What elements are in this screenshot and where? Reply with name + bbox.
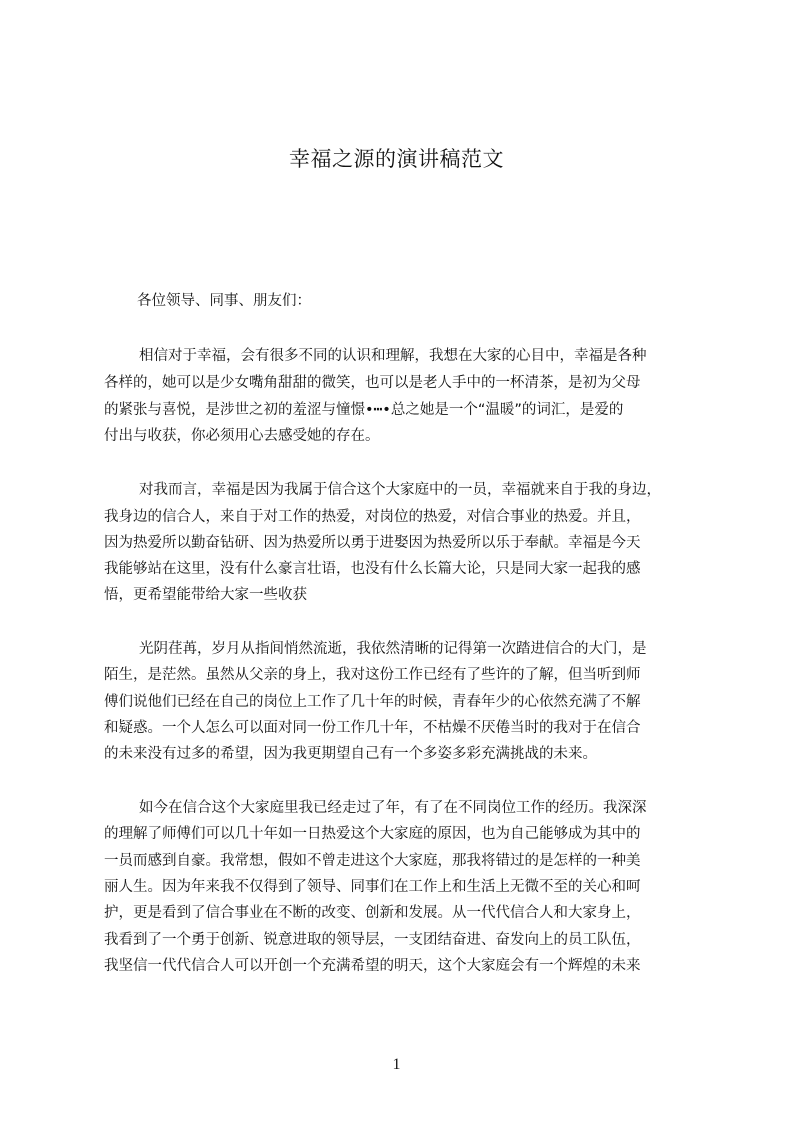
paragraph-2-line-3: 因为热爱所以勤奋钻研、因为热爱所以勇于进娶因为热爱所以乐于奉献。幸福是今天 xyxy=(104,535,641,551)
paragraph-1-line-1: 相信对于幸福，会有很多不同的认识和理解，我想在大家的心目中，幸福是各种 xyxy=(139,348,647,364)
paragraph-4-line-3: 一员而感到自豪。我常想，假如不曾走进这个大家庭，那我将错过的是怎样的一种美 xyxy=(104,853,641,869)
paragraph-2-line-1: 对我而言，幸福是因为我属于信合这个大家庭中的一员，幸福就来自于我的身边， xyxy=(139,482,661,498)
paragraph-2-line-4: 我能够站在这里，没有什么豪言壮语，也没有什么长篇大论，只是同大家一起我的感 xyxy=(104,561,641,577)
paragraph-3-line-1: 光阴荏苒，岁月从指间悄然流逝，我依然清晰的记得第一次踏进信合的大门，是 xyxy=(139,641,647,657)
paragraph-4-line-1: 如今在信合这个大家庭里我已经走过了年，有了在不同岗位工作的经历。我深深 xyxy=(139,800,647,816)
paragraph-4-line-4: 丽人生。因为年来我不仅得到了领导、同事们在工作上和生活上无微不至的关心和呵 xyxy=(104,879,641,895)
paragraph-3-line-3: 傅们说他们已经在自己的岗位上工作了几十年的时候，青春年少的心依然充满了不解 xyxy=(104,694,641,710)
greeting-line: 各位领导、同事、朋友们： xyxy=(137,293,311,309)
paragraph-2-line-5: 悟，更希望能带给大家一些收获 xyxy=(104,587,307,603)
paragraph-2-line-2: 我身边的信合人，来自于对工作的热爱，对岗位的热爱，对信合事业的热爱。并且， xyxy=(104,509,641,525)
paragraph-1-line-2: 各样的，她可以是少女嘴角甜甜的微笑，也可以是老人手中的一杯清茶，是初为父母 xyxy=(104,375,641,391)
paragraph-4-line-6: 我看到了一个勇于创新、锐意进取的领导层，一支团结奋进、奋发向上的员工队伍， xyxy=(104,932,641,948)
page-number: 1 xyxy=(392,1056,401,1073)
paragraph-3-line-5: 的未来没有过多的希望，因为我更期望自己有一个多姿多彩充满挑战的未来。 xyxy=(104,746,597,762)
document-title: 幸福之源的演讲稿范文 xyxy=(289,147,504,171)
paragraph-4-line-2: 的理解了师傅们可以几十年如一日热爱这个大家庭的原因，也为自己能够成为其中的 xyxy=(104,826,641,842)
paragraph-3-line-4: 和疑惑。一个人怎么可以面对同一份工作几十年，不枯燥不厌倦当时的我对于在信合 xyxy=(104,720,641,736)
paragraph-3-line-2: 陌生，是茫然。虽然从父亲的身上，我对这份工作已经有了些许的了解，但当听到师 xyxy=(104,667,641,683)
paragraph-4-line-5: 护，更是看到了信合事业在不断的改变、创新和发展。从一代代信合人和大家身上， xyxy=(104,905,641,921)
paragraph-1-line-4: 付出与收获，你必须用心去感受她的存在。 xyxy=(104,428,380,444)
paragraph-4-line-7: 我坚信一代代信合人可以开创一个充满希望的明天，这个大家庭会有一个辉煌的未来 xyxy=(104,958,641,974)
paragraph-1-line-3: 的紧张与喜悦，是涉世之初的羞涩与憧憬•┅•总之她是一个“温暖”的词汇，是爱的 xyxy=(104,402,624,418)
